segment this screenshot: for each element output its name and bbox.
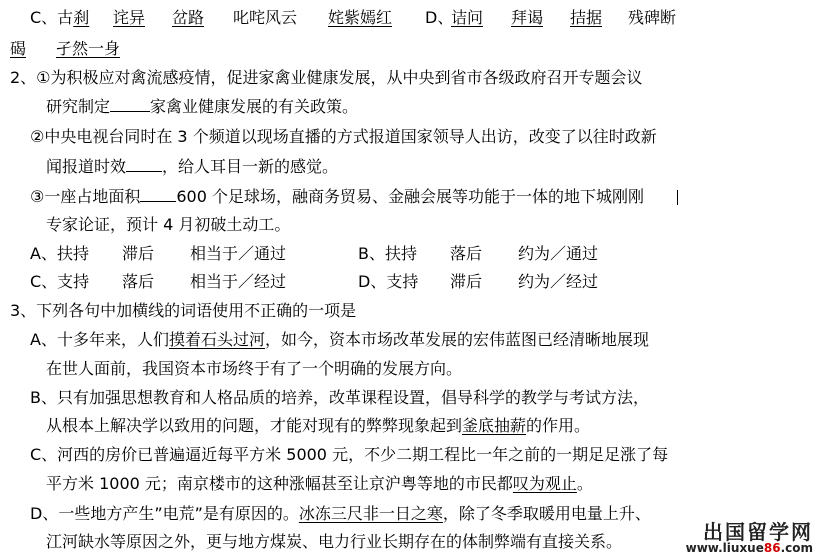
q1-word-jiewen: 诘问 — [451, 8, 484, 27]
q3-c-line-1: C、河西的房价已普遍逼近每平方米 5000 元，不少二期工程比一年之前的一期足足涨了每 — [30, 445, 669, 464]
q2-option-b-label: B、扶持 — [358, 244, 417, 263]
q2-option-a-c: 相当于／通过 — [190, 244, 287, 263]
q2-option-d-c: 约为／经过 — [518, 272, 599, 291]
q3-b-line-1: B、只有加强思想教育和人格品质的培养，改革课程设置，倡导科学的教学与考试方法， — [30, 388, 649, 407]
q2-blank-3 — [140, 186, 176, 202]
q2-option-d-label: D、支持 — [358, 272, 419, 291]
q2-option-b-c: 约为／通过 — [518, 244, 599, 263]
q3-c-phrase: 叹为观止 — [512, 474, 577, 493]
watermark-url: www.liuxue86.com — [685, 541, 813, 555]
q3-c-line-2: 平方米 1000 元；南京楼市的这种涨幅甚至让京沪粤等地的市民都叹为观止。 — [46, 474, 593, 493]
q1-word-chizha: 叱咤风云 — [233, 8, 298, 27]
q2-option-a-b: 滞后 — [122, 244, 155, 263]
q1-c-prefix: C、古 — [30, 8, 74, 27]
q1-word-chayi: 诧异 — [113, 8, 146, 27]
q1-word-chalu: 岔路 — [172, 8, 205, 27]
q2-blank-2 — [126, 156, 162, 172]
q1-d-prefix: D、 — [425, 8, 454, 27]
q3-a-line-2: 在世人面前，我国资本市场终于有了一个明确的发展方向。 — [46, 359, 463, 378]
q2-stem-2: ②中央电视台同时在 3 个频道以现场直播的方式报道国家领导人出访，改变了以往时政新 — [30, 127, 657, 146]
q3-b-phrase: 釜底抽薪 — [462, 416, 527, 435]
q3-b-line-2: 从根本上解决学以致用的问题，才能对现有的弊弊现象起到釜底抽薪的作用。 — [46, 416, 591, 435]
q1-word-sha: 刹 — [73, 8, 90, 27]
q2-option-c-label: C、支持 — [30, 272, 90, 291]
q1-word-jieran: 孑然一身 — [56, 39, 121, 58]
q1-word-jie: 碣 — [10, 39, 27, 58]
watermark-title: 出国留学网 — [703, 520, 813, 544]
q2-option-a-label: A、扶持 — [30, 244, 89, 263]
q2-option-c-c: 相当于／经过 — [190, 272, 287, 291]
q3-a-phrase: 摸着石头过河 — [168, 330, 265, 349]
q1-option-c-line — [30, 7, 89, 29]
q2-blank-1 — [110, 96, 150, 112]
q1-word-baiye: 拜谒 — [511, 8, 544, 27]
q2-stem-1b: 研究制定 家禽业健康发展的有关政策。 — [46, 97, 359, 116]
q2-stem-1: 2、①为积极应对禽流感疫情，促进家禽业健康发展，从中央到省市各级政府召开专题会议 — [10, 68, 643, 87]
q3-d-line-1: D、一些地方产生”电荒”是有原因的。冰冻三尺非一日之寒，除了冬季取暖用电量上升、 — [30, 504, 651, 523]
q3-a-line-1: A、十多年来，人们摸着石头过河，如今，资本市场改革发展的宏伟蓝图已经清晰地展现 — [30, 330, 649, 349]
q2-option-d-b: 滞后 — [450, 272, 483, 291]
q2-stem-2b: 闻报道时效 ，给人耳目一新的感觉。 — [46, 157, 339, 176]
q1-word-canbei: 残碑断 — [628, 8, 677, 27]
q2-stem-3: ③一座占地面积 600 个足球场，融商务贸易、金融会展等功能于一体的地下城刚刚 — [30, 187, 644, 206]
site-watermark — [686, 522, 813, 554]
q2-option-b-b: 落后 — [450, 244, 483, 263]
q1-word-chazi: 姹紫嫣红 — [328, 8, 393, 27]
q3-d-line-2: 江河缺水等原因之外，更与地方煤炭、电力行业长期存在的体制弊端有直接关系。 — [46, 532, 623, 551]
q3-stem: 3、下列各句中加横线的词语使用不正确的一项是 — [10, 301, 357, 320]
q1-word-jieju: 拮据 — [570, 8, 603, 27]
text-cursor — [677, 190, 678, 205]
q2-stem-3b: 专家论证，预计 4 月初破土动工。 — [46, 215, 291, 234]
q2-option-c-b: 落后 — [122, 272, 155, 291]
q3-d-phrase: 冰冻三尺非一日之寒 — [298, 504, 443, 523]
